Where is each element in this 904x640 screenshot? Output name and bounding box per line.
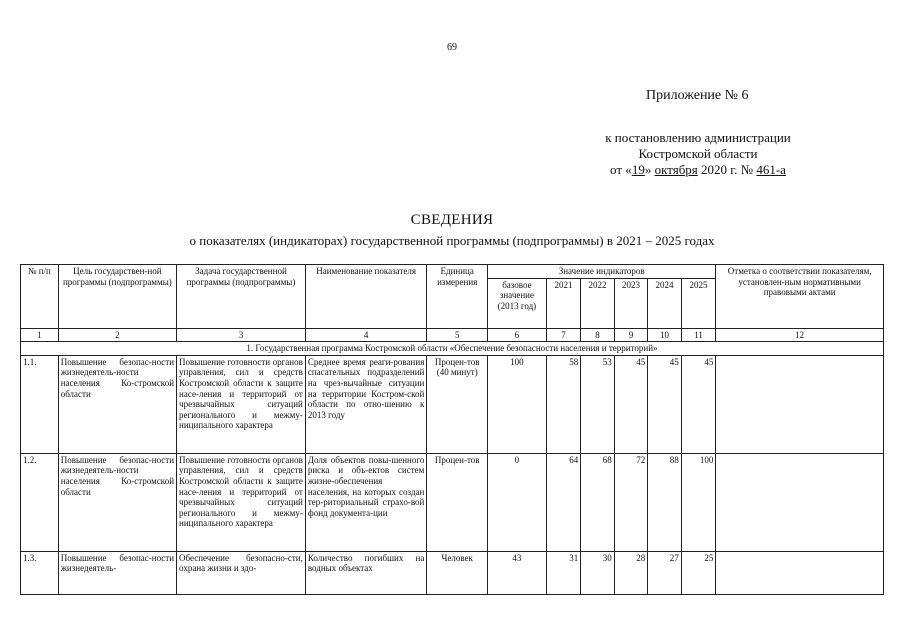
cell-unit: Человек <box>427 551 488 594</box>
cell-2024: 88 <box>648 453 682 551</box>
cell-2024: 45 <box>648 355 682 453</box>
cell-unit: Процен-тов (40 минут) <box>427 355 488 453</box>
column-number: 7 <box>546 328 581 342</box>
cell-unit: Процен-тов <box>427 453 488 551</box>
column-number: 6 <box>488 328 547 342</box>
resolution-date-month: октября <box>654 162 698 177</box>
cell-2021: 64 <box>546 453 581 551</box>
page-number: 69 <box>447 42 457 53</box>
cell-task: Повышение готовности органов управления, сил и средств Костромской области к защите насе-ления и территорий от чрезвычайных ситуаций регионального и межму-ниципального характера <box>177 453 306 551</box>
header-2021: 2021 <box>546 278 581 328</box>
cell-mark <box>716 551 884 594</box>
cell-2022: 68 <box>581 453 615 551</box>
table-row <box>21 453 884 551</box>
cell-indicator: Доля объектов повы-шенного риска и объ-ектов систем жизне-обеспечения населения, на которых создан тер-риториальный страхо-вой фонд документа-ции <box>305 453 426 551</box>
column-number: 10 <box>648 328 682 342</box>
column-number: 3 <box>177 328 306 342</box>
header-goal: Цель государствен-ной программы (подпрограммы) <box>58 265 176 329</box>
cell-goal: Повышение безопас-ности жизнедеятель-ности населения Ко-стромской области <box>58 355 176 453</box>
column-number: 9 <box>614 328 648 342</box>
resolution-date-year: 2020 г. № <box>697 162 757 177</box>
resolution-reference <box>560 130 836 178</box>
resolution-date-mid: » <box>644 162 655 177</box>
cell-mark <box>716 453 884 551</box>
column-number: 12 <box>716 328 884 342</box>
header-2023: 2023 <box>614 278 648 328</box>
document-title: СВЕДЕНИЯ <box>410 212 494 228</box>
cell-base: 100 <box>488 355 547 453</box>
section-row <box>21 342 884 356</box>
cell-2024: 27 <box>648 551 682 594</box>
cell-task: Обеспечение безопасно-сти, охрана жизни и здо- <box>177 551 306 594</box>
document-subtitle: о показателях (индикаторах) государственной программы (подпрограммы) в 2021 – 2025 годах <box>189 233 715 248</box>
cell-2023: 45 <box>614 355 648 453</box>
section-title: 1. Государственная программа Костромской области «Обеспечение безопасности населения и территорий» <box>21 342 884 356</box>
column-number: 1 <box>21 328 59 342</box>
cell-2022: 53 <box>581 355 615 453</box>
cell-goal: Повышение безопас-ности жизнедеятель- <box>58 551 176 594</box>
table-row <box>21 355 884 453</box>
indicators-table <box>20 264 884 595</box>
cell-indicator: Среднее время реаги-рования спасательных подразделений на чрез-вычайные ситуации на территории Костром-ской области по отно-шению к 2013 году <box>305 355 426 453</box>
header-values-group: Значение индикаторов <box>488 265 716 279</box>
cell-2025: 25 <box>681 551 716 594</box>
cell-num: 1.3. <box>21 551 59 594</box>
column-number: 4 <box>305 328 426 342</box>
resolution-line-2: Костромской области <box>638 146 758 161</box>
cell-2025: 100 <box>681 453 716 551</box>
cell-indicator: Количество погибших на водных объектах <box>305 551 426 594</box>
header-indicator: Наименование показателя <box>305 265 426 329</box>
header-num: № п/п <box>21 265 59 329</box>
cell-base: 43 <box>488 551 547 594</box>
cell-2023: 72 <box>614 453 648 551</box>
resolution-date-line <box>560 162 836 178</box>
header-base: базовое значение (2013 год) <box>488 278 547 328</box>
header-2022: 2022 <box>581 278 615 328</box>
cell-2021: 31 <box>546 551 581 594</box>
header-task: Задача государственной программы (подпрограммы) <box>177 265 306 329</box>
resolution-line-1: к постановлению администрации <box>605 130 791 145</box>
header-2025: 2025 <box>681 278 716 328</box>
cell-2023: 28 <box>614 551 648 594</box>
cell-goal: Повышение безопас-ности жизнедеятель-ности населения Ко-стромской области <box>58 453 176 551</box>
cell-2022: 30 <box>581 551 615 594</box>
cell-num: 1.1. <box>21 355 59 453</box>
column-numbers-row <box>21 328 884 342</box>
header-mark: Отметка о соответствии показателям, установлен-ным нормативными правовыми актами <box>716 265 884 329</box>
cell-mark <box>716 355 884 453</box>
resolution-date-day: 19 <box>631 162 645 177</box>
column-number: 11 <box>681 328 716 342</box>
column-number: 8 <box>581 328 615 342</box>
resolution-date-prefix: от « <box>610 162 632 177</box>
header-row-1 <box>21 265 884 279</box>
column-number: 5 <box>427 328 488 342</box>
cell-base: 0 <box>488 453 547 551</box>
appendix-title: Приложение № 6 <box>646 88 749 103</box>
header-unit: Единица измерения <box>427 265 488 329</box>
header-2024: 2024 <box>648 278 682 328</box>
cell-task: Повышение готовности органов управления, сил и средств Костромской области к защите насе-ления и территорий от чрезвычайных ситуаций регионального и межму-ниципального характера <box>177 355 306 453</box>
resolution-number: 461-а <box>756 162 786 177</box>
column-number: 2 <box>58 328 176 342</box>
cell-num: 1.2. <box>21 453 59 551</box>
cell-2025: 45 <box>681 355 716 453</box>
cell-2021: 58 <box>546 355 581 453</box>
table-row <box>21 551 884 594</box>
